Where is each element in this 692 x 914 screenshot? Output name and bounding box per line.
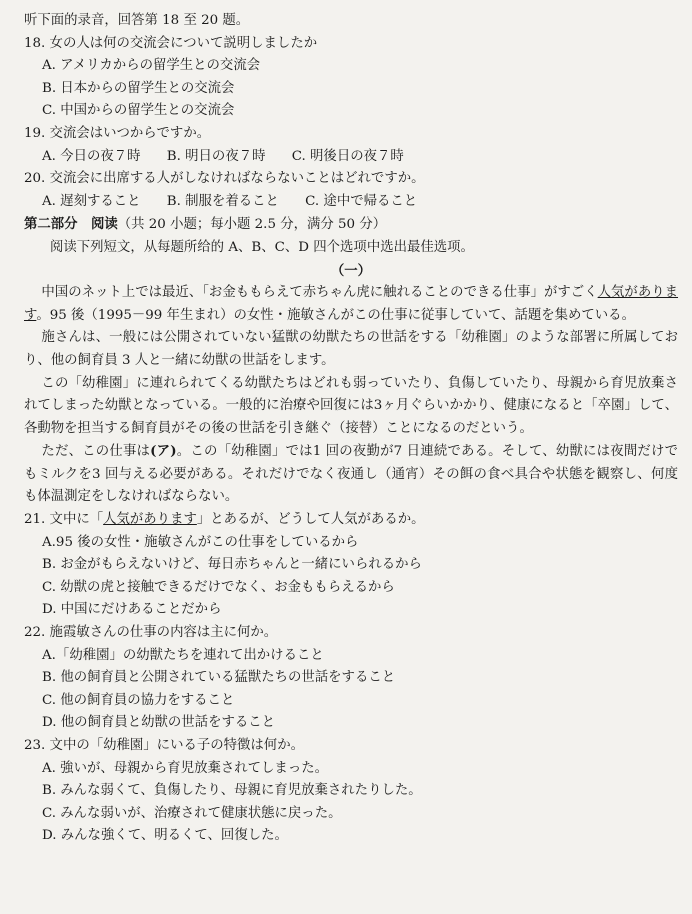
question-18-stem: 18. 女の人は何の交流会について説明しましたか [24, 35, 318, 51]
passage-paragraph-3: この「幼稚園」に連れられてくる幼獣たちはどれも弱っていたり、負傷していたり、母親から育児放棄されてしまった幼獣となっている。一般的に治療や回復には3ヶ月ぐらいかかり、健康になると「卒園」して、各動物を担当する飼育員がその後の世話を引き継ぐ（接替）ことになるのだという。 [24, 375, 678, 436]
question-20-options [24, 191, 678, 214]
question-19-option-a: A. 今日の夜７時 [42, 148, 141, 164]
question-21-option-c: C. 幼獣の虎と接触できるだけでなく、お金ももらえるから [42, 579, 395, 595]
section-subtitle: （共 20 小题；每小题 2.5 分，满分 50 分） [117, 217, 387, 233]
question-21-option-b: B. お金がもらえないけど、毎日赤ちゃんと一緒にいられるから [42, 557, 422, 573]
question-22-option-d: D. 他の飼育員と幼獣の世話をすること [42, 715, 276, 731]
passage-paragraph-4 [24, 440, 678, 509]
question-21-option-d: D. 中国にだけあることだから [42, 602, 222, 618]
passage-paragraph-1 [24, 282, 678, 327]
question-21-underlined: 人気があります [103, 512, 197, 528]
question-23-option-d: D. みんな強くて、明るくて、回復した。 [42, 828, 288, 844]
question-18-option-c: C. 中国からの留学生との交流会 [42, 103, 235, 119]
section-heading [24, 213, 678, 237]
question-22-option-c: C. 他の飼育員の協力をすること [42, 692, 235, 708]
question-21-option-a: A.95 後の女性・施敏さんがこの仕事をしているから [42, 534, 359, 550]
section-title: 第二部分 阅读 [24, 216, 118, 233]
question-18-option-a: A. アメリカからの留学生との交流会 [42, 58, 261, 74]
question-20-option-c: C. 途中で帰ること [305, 193, 418, 209]
question-20-stem: 20. 交流会に出席する人がしなければならないことはどれですか。 [24, 171, 425, 187]
question-19-stem: 19. 交流会はいつからですか。 [24, 125, 211, 141]
question-22-option-b: B. 他の飼育員と公開されている猛獣たちの世話をすること [42, 670, 396, 686]
listening-intro: 听下面的录音，回答第 18 至 20 题。 [24, 13, 250, 28]
question-21-stem-a: 21. 文中に「 [24, 512, 104, 528]
question-23-option-b: B. みんな弱くて、負傷したり、母親に育児放棄されたりした。 [42, 783, 422, 799]
passage-p1-text-b: 。95 後（1995－99 年生まれ）の女性・施敏さんがこの仕事に従事していて、話題を集めている。 [36, 307, 635, 323]
question-18-option-b: B. 日本からの留学生との交流会 [42, 80, 235, 96]
question-22-option-a: A.「幼稚園」の幼獣たちを連れて出かけること [42, 647, 324, 663]
passage-p1-text-a: 中国のネット上では最近、「お金ももらえて赤ちゃん虎に触れることのできる仕事」がすごく [41, 285, 598, 301]
passage-p4-text-a: ただ、この仕事は [41, 444, 151, 460]
question-19-option-b: B. 明日の夜７時 [166, 148, 266, 164]
question-21-stem-b: 」とあるが、どうして人気があるか。 [196, 512, 425, 528]
passage-p4-text-b: 。この「幼稚園」では1 回の夜勤が7 日連続である。そして、幼獣には夜間だけでもミルクを3 回与える必要がある。それだけでなく夜通し（通宵）その餌の食べ具合や状態を観察し、何度も体温測定をしなければならない。 [24, 444, 678, 505]
question-23-option-a: A. 強いが、母親から育児放棄されてしまった。 [42, 760, 328, 776]
question-22-stem: 22. 施霞敏さんの仕事の内容は主に何か。 [24, 625, 278, 641]
question-19-option-c: C. 明後日の夜７時 [291, 148, 404, 164]
question-23-stem: 23. 文中の「幼稚園」にいる子の特徴は何か。 [24, 738, 304, 753]
passage-number: （一） [330, 262, 372, 279]
question-20-option-a: A. 遅刻すること [42, 193, 141, 209]
question-19-options [24, 146, 678, 169]
question-20-option-b: B. 制服を着ること [166, 193, 279, 209]
passage-blank-a: (ア) [150, 443, 177, 460]
question-21-stem [24, 509, 678, 532]
passage-paragraph-2: 施さんは、一般には公開されていない猛獣の幼獣たちの世話をする「幼稚園」のような部署に所属しており、他の飼育員 3 人と一緒に幼獣の世話をします。 [24, 330, 678, 368]
section-instruction: 阅读下列短文，从每题所给的 A、B、C、D 四个选项中选出最佳选项。 [50, 239, 474, 255]
question-23-option-c: C. みんな弱いが、治療されて健康状態に戻った。 [42, 805, 342, 821]
passage-underlined-phrase: 人気があります [24, 285, 679, 323]
